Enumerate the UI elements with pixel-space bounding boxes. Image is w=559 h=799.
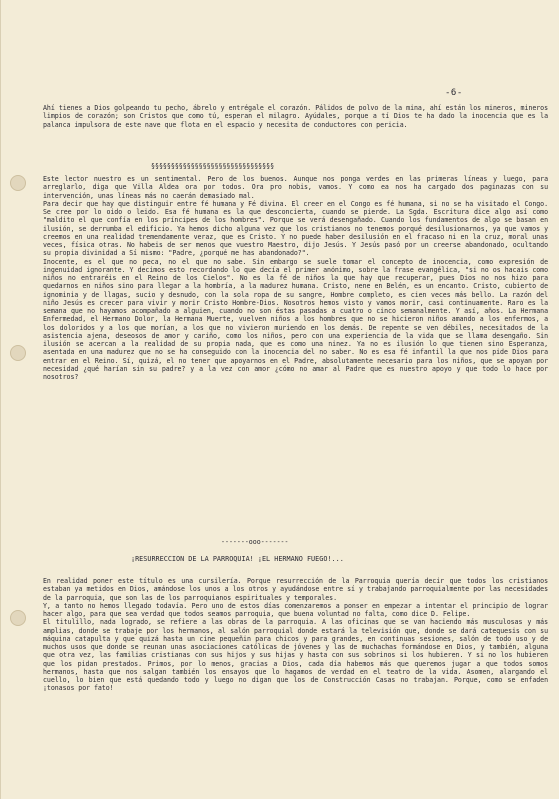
paragraph: Ahí tienes a Dios golpeando tu pecho, ábrelo y entrégale el corazón. Pálidos de polvo de la mina, ahí están los mineros, mineros limpios de corazón; son Cristos que como tú, esperan el milagro. Ayúdales, porque a tí Dios te ha dado la inocencia que es la palanca impulsora de este nave que flota en el espacio y necesita de conductores con pericia. [43, 104, 548, 129]
punch-hole [10, 345, 26, 361]
punch-hole [10, 610, 26, 626]
section-heading: ¡RESURRECCION DE LA PARROQUIA! ¡EL HERMANO FUEGO!... [131, 555, 344, 563]
parish-section [43, 577, 548, 693]
punch-hole [10, 175, 26, 191]
opening-section [43, 104, 548, 129]
paragraph: Para decir que hay que distinguir entre fé humana y Fé divina. El creer en el Congo es fé humana, si no se ha visitado el Congo. Se cree por lo oido o leido. Esa fé humana es la que desconcierta, cuando se pierde. La Sgda. Escritura dice algo así como "maldito el que confía en los príncipes de los hombres". Porque se verá desengañado. Cuando los fundamentos de algo se basan en ilusión, se derrumba el edificio. Ya hemos dicho alguna vez que los cristianos no tenemos porqué desilusionarnos, ya que vamos y creemos en una realidad tremendamente veraz, que es Cristo. Y no puede haber desilusión en el fracaso ni en la cruz, moral unas veces, física otras. No habeis de ser menos que vuestro Maestro, dijo Jesús. Y Jesús pasó por un creerse abandonado, ocultando su propia divinidad a Sí mismo: "Padre, ¿porqué me has abandonado?". [43, 199, 548, 258]
section-separator: -------ooo------- [221, 538, 289, 546]
section-separator: §§§§§§§§§§§§§§§§§§§§§§§§§§§§§§§ [151, 162, 275, 170]
reader-response-section [43, 175, 548, 381]
paragraph: El titulillo, nada logrado, se refiere a las obras de la parroquia. A las oficinas que se van haciendo más musculosas y más amplias, donde se trabaje por los hermanos, al salón parroquial donde estará la televisión que, donde se dará catequesis con su máquina catapulta y que quizá hasta un cine pequeñin para chicos y para grandes, en continuas sesiones, salón de todo uso y de muchos usos que donde se reunan unas asociaciones católicas de jóvenes y las de muchachas formándose en Dios, y también, alguna que otra vez, las familias cristianas con sus hijos y sus hijas y hasta con sus sobrinos si los hubieren. Y si no los hubieren que los pidan prestados. Primos, por lo menos, gracias a Dios, cada día habemos más que queremos jugar a que todos somos hermanos, hasta que nos salgan también los ensayos que lo hagamos de verdad en el teatro de la vida. Asomen, alargando el cuello, lo bien que está quedando todo y luego no digan que los de Construcción Casas no trabajan. Porque, como se enfaden ¡tonasos por fato! [43, 618, 548, 693]
paragraph: Inocente, es el que no peca, no el que no sabe. Sin embargo se suele tomar el concepto de inocencia, como expresión de ingenuidad ignorante. Y decimos esto recordando lo que decía el primer anónimo, sobre la frase evangélica, "si no os hacais como niños no entraréis en el Reino de los Cielos". No es la fé de niños la que hay que recuperar, pues Dios no nos hizo para quedarnos en niños sino para llegar a la hombría, a la madurez humana. Cristo, nene en Belén, es un encanto. Cristo, cubierto de ignominia y de llagas, sucio y desnudo, con la sola ropa de su sangre, Hombre completo, es cien veces más bello. La razón del niño Jesús es crecer para vivir y morir Cristo Hombre-Dios. Nosotros hemos visto y vamos morir, casi continuamente. Raro es la semana que no hayamos acompañado a alguien, cuando no son éstas pasadas a cuatro o cinco semanalmente. Y así, años. La Hermana Enfermedad, el Hermano Dolor, la Hermana Muerte, vuelven niños a los hombres que no se hicieron niños amando a los enfermos, a los doloridos y a los que morían, a los que no vivieron muriendo en los demás. De repente se ven débiles, necesitados de la asistencia ajena, deseosos de amor y cariño, como los niños, pero con una experiencia de la vida que se llama desengaño. Sin ilusión se acercan a la realidad de su propia nada, que es como una ninez. Ya no es ilusión lo que tienen sino Esperanza, asentada en una madurez que no se ha conseguido con la inocencia del no saber. No es esa fé infantil la que nos pide Dios para entrar en el Reino. Sí, quizá, el no tener que apoyarnos en el Padre, absolutamente necesario para los niños, que se apoyan por necesidad ¿qué harían sin su padre? y a la vez con amor ¿cómo no amar al Padre que es nuestro apoyo y que todo lo hace por nosotros? [43, 257, 548, 381]
paragraph: En realidad poner este título es una cursilería. Porque resurrección de la Parroquia quería decir que todos los cristianos estaban ya metidos en Dios, amándose los unos a los otros y ayudándose entre sí y trabajando parroquialmente por las necesidades de la parroquia, que son las de los parroquianos espirituales y temporales. [43, 577, 548, 602]
paragraph: Y, a tanto no hemos llegado todavía. Pero uno de estos días comenzaremos a ponser en empezar a intentar el principio de lograr hacer algo, para que sea verdad que todos seamos parroquia, que buena voluntad no falta, como dice D. Felipe. [43, 601, 548, 618]
page-number: -6- [445, 88, 463, 98]
paragraph: Este lector nuestro es un sentimental. Pero de los buenos. Aunque nos ponga verdes en las primeras líneas y luego, para arreglarlo, diga que Villa Aldea ora por todos. Ora pro nobis, vamos. Y como ea nos ha cargado dos paginazas con su intervención, unas líneas más no caerán demasiado mal. [43, 175, 548, 200]
